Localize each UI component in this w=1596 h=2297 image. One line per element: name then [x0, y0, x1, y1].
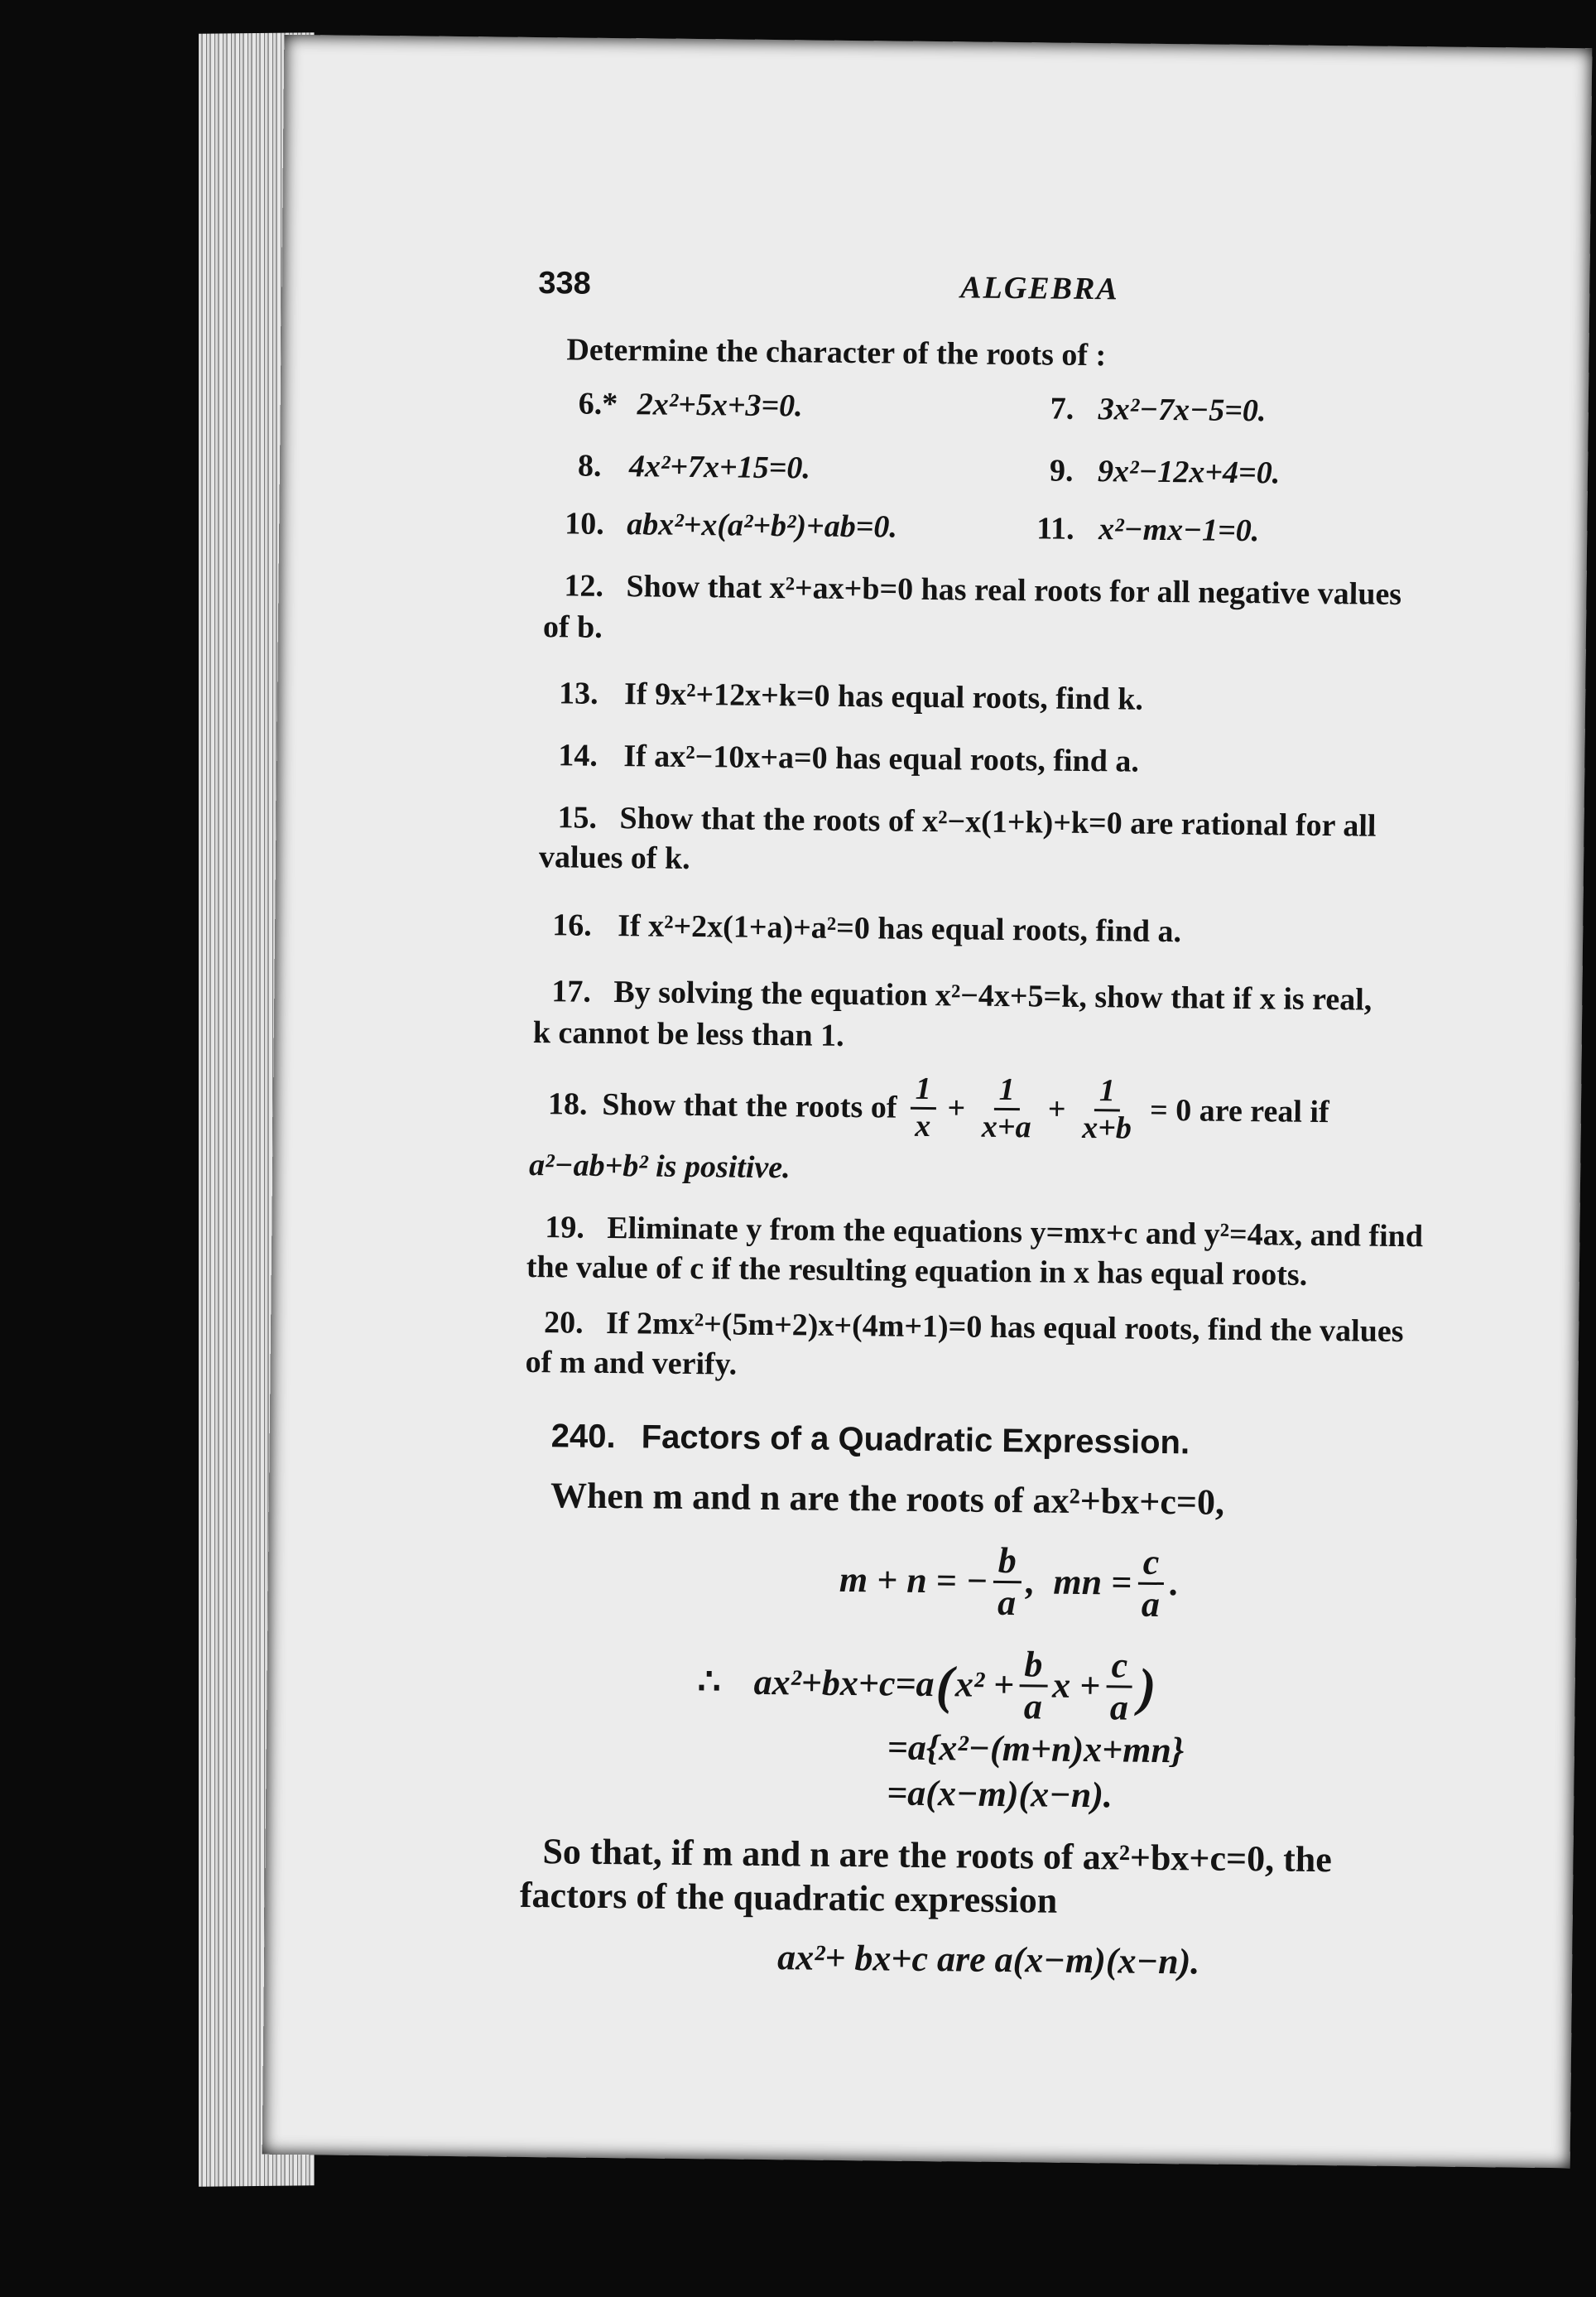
- exercise-20: [544, 1304, 1404, 1351]
- exercise-expression: 4x²+7x+15=0.: [628, 449, 811, 486]
- exercise-12-continuation: of b.: [542, 609, 603, 645]
- therefore-symbol: ∴: [697, 1661, 721, 1702]
- exercise-expression: 2x²+5x+3=0.: [637, 387, 803, 424]
- exercise-number: 16.: [551, 908, 592, 943]
- exercise-13: [559, 675, 1143, 719]
- book-page: [262, 35, 1593, 2168]
- equation-part: , mn =: [1026, 1561, 1132, 1604]
- exercise-15: [557, 799, 1376, 845]
- page-number: 338: [538, 266, 591, 301]
- fraction: [910, 1072, 936, 1144]
- running-title: ALGEBRA: [960, 270, 1119, 307]
- exercise-text: If 9x²+12x+k=0 has equal roots, find k.: [623, 677, 1144, 717]
- numerator: c: [1137, 1543, 1164, 1586]
- equation-expansion: [697, 1641, 1156, 1729]
- equation-step: =a(x−m)(x−n).: [886, 1772, 1113, 1816]
- numerator: 1: [910, 1072, 935, 1110]
- exercise-text: If ax²−10x+a=0 has equal roots, find a.: [623, 739, 1140, 779]
- exercise-18-continuation: a²−ab+b² is positive.: [528, 1147, 791, 1186]
- exercise-17-continuation: k cannot be less than 1.: [532, 1015, 844, 1053]
- exercise-8: [578, 448, 810, 489]
- open-paren: (: [935, 1655, 954, 1715]
- exercise-expression: 9x²−12x+4=0.: [1097, 454, 1281, 491]
- fraction: [977, 1073, 1037, 1145]
- fraction: [1019, 1644, 1048, 1727]
- section-number: 240.: [550, 1418, 616, 1456]
- denominator: x+b: [1082, 1110, 1132, 1146]
- exercise-15-continuation: values of k.: [538, 840, 690, 876]
- equation-part: .: [1169, 1563, 1180, 1604]
- exercise-text: Eliminate y from the equations y=mx+c and y²=4ax, and find: [607, 1210, 1424, 1254]
- close-paren: ): [1137, 1657, 1156, 1717]
- exercise-9: [1050, 453, 1281, 494]
- equation-part: x² +: [954, 1664, 1015, 1706]
- equation-step: =a{x²−(m+n)x+mn}: [887, 1726, 1185, 1771]
- numerator: 1: [993, 1073, 1019, 1110]
- equation-part: m + n = −: [839, 1559, 988, 1602]
- exercise-number: 15.: [557, 800, 598, 835]
- section-paragraph: So that, if m and n are the roots of ax²+bx+c=0, the: [542, 1831, 1333, 1880]
- equation-sum-product: [839, 1539, 1179, 1625]
- exercise-number: 19.: [545, 1210, 585, 1245]
- denominator: a: [1023, 1686, 1043, 1727]
- exercise-number: 17.: [551, 974, 592, 1009]
- exercise-14: [558, 737, 1139, 781]
- numerator: b: [1019, 1644, 1048, 1688]
- exercise-number: 13.: [558, 676, 598, 711]
- numerator: b: [993, 1541, 1022, 1584]
- exercise-number: 14.: [558, 738, 598, 773]
- fraction: [993, 1541, 1022, 1624]
- exercise-16: [552, 907, 1181, 951]
- fraction: [1077, 1074, 1137, 1146]
- exercise-18: 18. Show that the roots of $\frac{1}{x}$ + $\frac{1}{x+a}$ + $\frac{1}{x+b}$ = 0 are real if: [547, 1071, 1329, 1146]
- exercise-text: Show that the roots of x²−x(1+k)+k=0 are rational for all: [619, 801, 1377, 844]
- exercise-text-end: = 0 are real if: [1149, 1092, 1329, 1129]
- exercise-intro: Determine the character of the roots of :: [566, 332, 1107, 373]
- exercise-number: 8.: [577, 448, 602, 484]
- exercise-text: Show that the roots of: [602, 1086, 897, 1125]
- exercise-number: 7.: [1050, 391, 1074, 426]
- exercise-19-continuation: the value of c if the resulting equation in x has equal roots.: [526, 1249, 1308, 1293]
- exercise-number: 12.: [564, 568, 604, 604]
- exercise-text: If x²+2x(1+a)+a²=0 has equal roots, find a.: [617, 908, 1182, 950]
- exercise-12: [564, 567, 1401, 614]
- exercise-11: [1036, 510, 1260, 550]
- exercise-number: 9.: [1049, 453, 1074, 489]
- section-paragraph-continuation: factors of the quadratic expression: [519, 1874, 1058, 1921]
- denominator: x+a: [981, 1109, 1031, 1145]
- exercise-number: 11.: [1036, 511, 1074, 547]
- exercise-expression: x²−mx−1=0.: [1098, 512, 1260, 549]
- exercise-text: By solving the equation x²−4x+5=k, show that if x is real,: [613, 975, 1372, 1018]
- denominator: a: [1109, 1687, 1129, 1728]
- fraction: [1137, 1543, 1166, 1625]
- exercise-expression: 3x²−7x−5=0.: [1098, 392, 1267, 429]
- numerator: c: [1106, 1645, 1132, 1688]
- section-paragraph: When m and n are the roots of ax²+bx+c=0,: [550, 1475, 1225, 1523]
- denominator: x: [915, 1108, 931, 1144]
- exercise-10: [565, 505, 897, 547]
- equation-part: ax²+bx+c=a: [753, 1662, 935, 1705]
- numerator: 1: [1094, 1074, 1120, 1111]
- exercise-number: 20.: [543, 1305, 584, 1341]
- denominator: a: [1141, 1584, 1161, 1625]
- exercise-20-continuation: of m and verify.: [525, 1344, 738, 1382]
- exercise-number: 10.: [565, 506, 604, 542]
- exercise-expression: abx²+x(a²+b²)+ab=0.: [627, 507, 898, 545]
- exercise-7: [1050, 391, 1267, 431]
- section-heading: [550, 1416, 1190, 1462]
- denominator: a: [997, 1582, 1017, 1624]
- fraction: [1105, 1645, 1134, 1728]
- exercise-6: [579, 386, 803, 426]
- exercise-number: 6.*: [578, 386, 618, 422]
- exercise-text: If 2mx²+(5m+2)x+(4m+1)=0 has equal roots, find the values: [605, 1305, 1404, 1350]
- exercise-number: 18.: [547, 1086, 588, 1122]
- exercise-text: Show that x²+ax+b=0 has real roots for all negative values: [626, 569, 1402, 612]
- conclusion-expression: ax²+ bx+c are a(x−m)(x−n).: [776, 1937, 1200, 1982]
- exercise-19: [545, 1209, 1423, 1256]
- equation-part: x +: [1051, 1665, 1101, 1707]
- exercise-17: [551, 973, 1372, 1019]
- section-title: Factors of a Quadratic Expression.: [641, 1418, 1190, 1462]
